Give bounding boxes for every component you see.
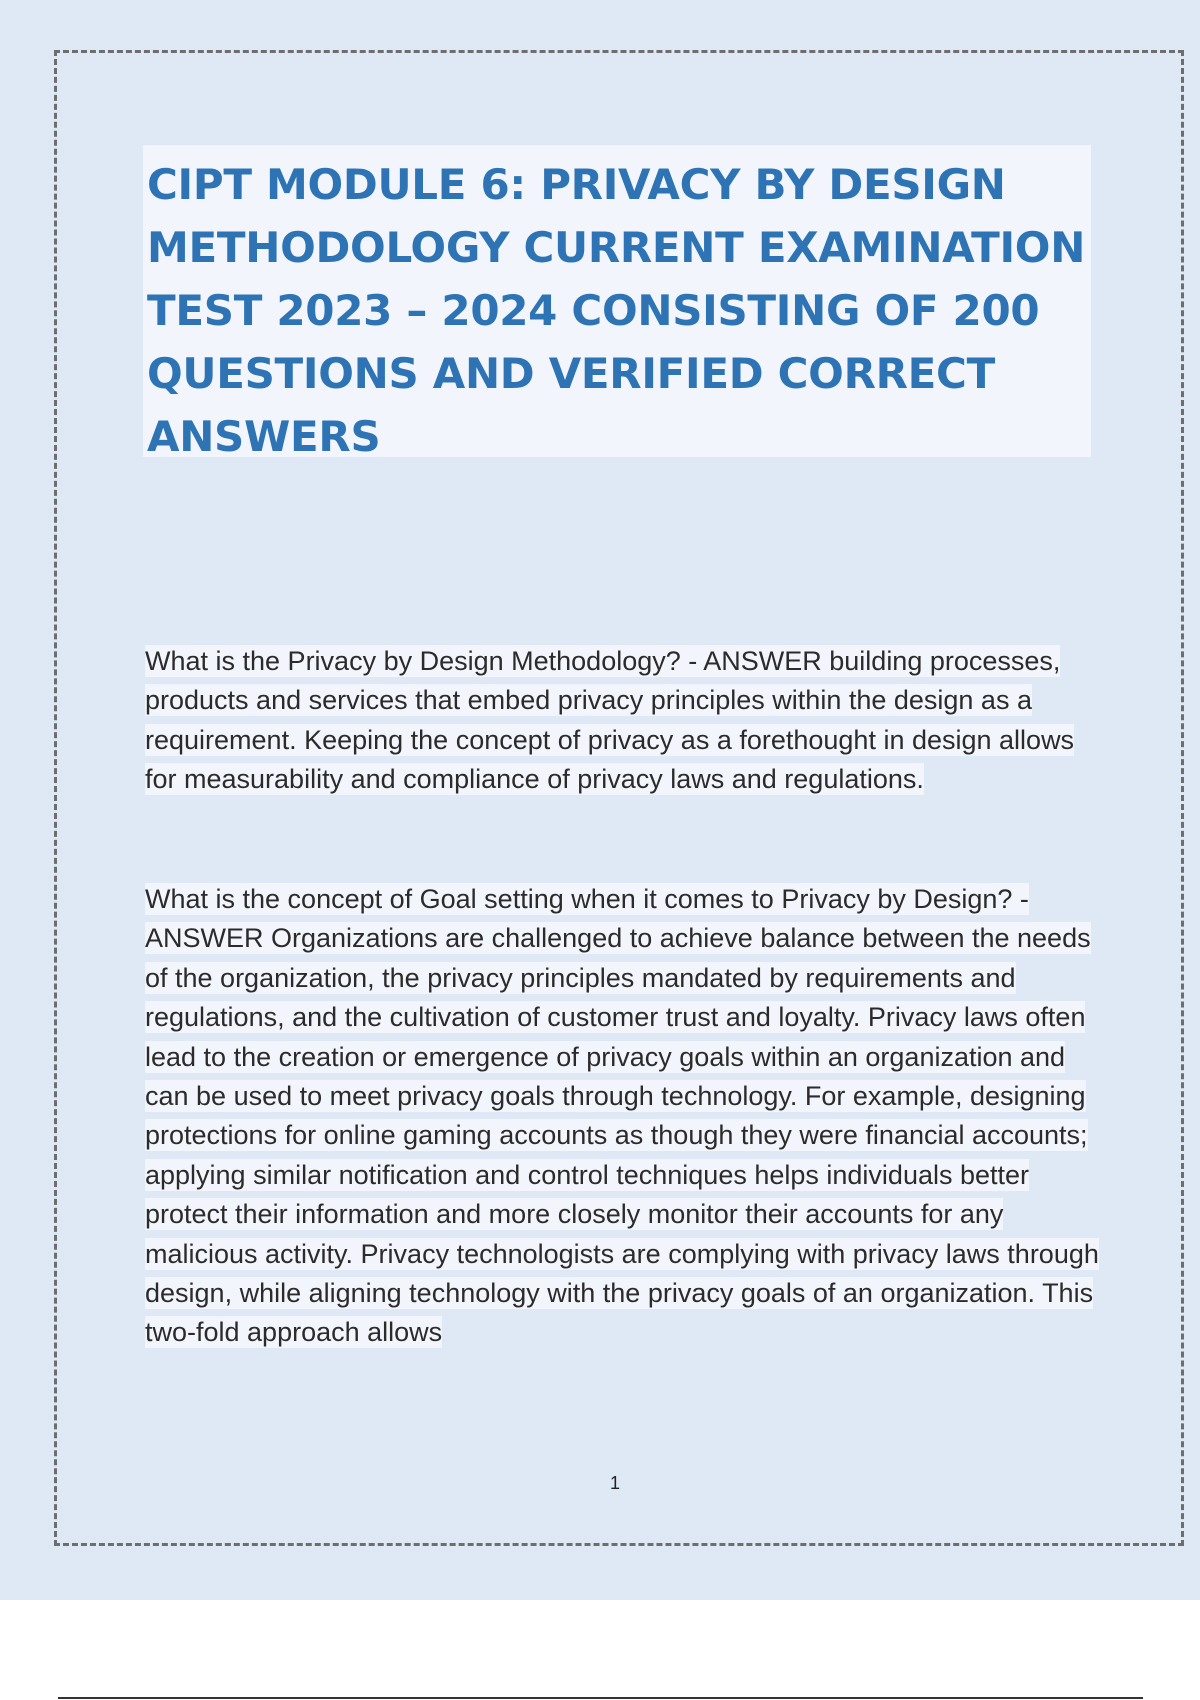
paragraph-text: What is the concept of Goal setting when it comes to Privacy by Design? - ANSWER Organizations are challenged to achieve balance between the needs of the organization, the privacy principles mandated by requirements and regulations, and the cultivation of customer trust and loyalty. Privacy laws often lead to the creation or emergence of privacy goals within an organization and can be used to meet privacy goals through technology. For example, designing protections for online gaming accounts as though they were financial accounts; applying similar notification and control techniques helps individuals better protect their information and more closely monitor their accounts for any malicious activity. Privacy technologists are complying with privacy laws through design, while aligning technology with the privacy goals of an organization. This two-fold approach allows [145,884,1099,1348]
paragraph [145,880,1105,1353]
paragraph [145,642,1105,800]
paragraph-text: What is the Privacy by Design Methodology? - ANSWER building processes, products and services that embed privacy principles within the design as a requirement. Keeping the concept of privacy as a forethought in design allows for measurability and compliance of privacy laws and regulations. [145,646,1075,795]
document-title: CIPT MODULE 6: PRIVACY BY DESIGN METHODOLOGY CURRENT EXAMINATION TEST 2023 – 2024 CONSISTING OF 200 QUESTIONS AND VERIFIED CORRECT ANSWERS [147,160,1086,461]
footer-divider [58,1697,1143,1699]
page-number: 1 [609,1473,620,1493]
title-block [143,145,1091,461]
